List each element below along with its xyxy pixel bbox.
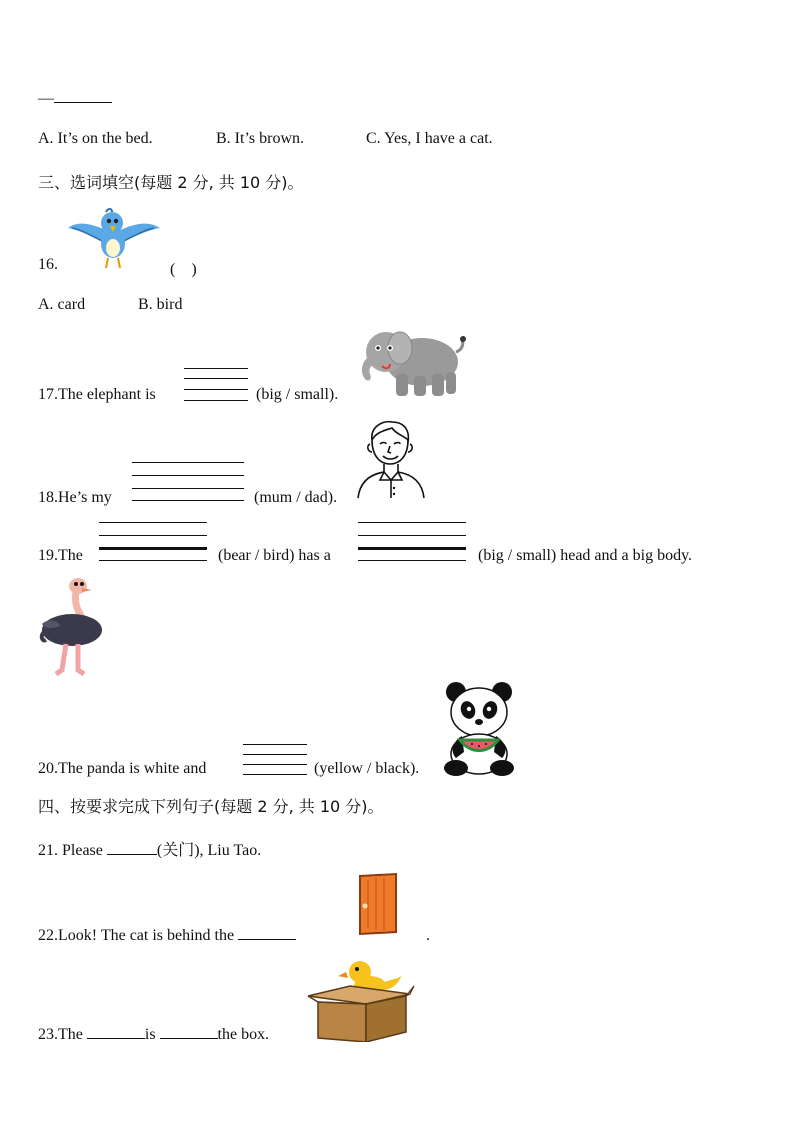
ostrich-picture [38,574,108,678]
q16-option-a: A. card [38,296,86,313]
q21-answer-blank[interactable] [107,854,157,855]
q18-text-before: 18.He’s my [38,489,112,506]
q23-text-after: the box. [217,1026,270,1043]
q22-period: . [426,927,430,944]
section-3-heading: 三、选词填空(每题 2 分, 共 10 分)。 [38,173,304,192]
q17-writing-lines[interactable] [184,368,248,402]
q23-line [38,1026,269,1044]
section-4-heading: 四、按要求完成下列句子(每题 2 分, 共 10 分)。 [38,797,384,816]
q17-text-before: 17.The elephant is [38,386,156,403]
q19-writing-lines-1[interactable] [99,522,207,562]
answer-line-15 [38,90,112,108]
elephant-picture [356,322,468,400]
bird-picture [64,206,162,272]
q16-number: 16. [38,256,58,273]
q23-text-before: 23.The [38,1026,83,1043]
q15-option-c: C. Yes, I have a cat. [366,130,493,147]
q22-line [38,927,296,945]
duck-in-box-picture [302,956,416,1042]
q19-text-mid: (bear / bird) has a [218,547,331,564]
door-picture [356,872,400,936]
q23-text-mid: is [144,1026,156,1043]
man-picture [356,418,426,500]
dash: — [38,90,54,107]
q22-text-before: 22.Look! The cat is behind the [38,927,235,944]
q15-option-a: A. It’s on the bed. [38,130,153,147]
panda-picture [442,680,516,778]
answer-blank[interactable] [54,102,112,103]
q19-text-after: (big / small) head and a big body. [478,547,693,564]
q19-text-before: 19.The [38,547,83,564]
q21-text-before: 21. Please [38,842,103,859]
q18-text-after: (mum / dad). [254,489,338,506]
q20-text-before: 20.The panda is white and [38,760,207,777]
q23-answer-blank-1[interactable] [87,1038,145,1039]
q21-line [38,837,261,860]
q22-answer-blank[interactable] [238,939,296,940]
q16-answer-bracket[interactable]: ( ) [170,261,197,278]
q20-text-after: (yellow / black). [314,760,420,777]
q15-option-b: B. It’s brown. [216,130,304,147]
q19-writing-lines-2[interactable] [358,522,466,562]
q23-answer-blank-2[interactable] [160,1038,218,1039]
q18-writing-lines[interactable] [132,462,244,502]
q16-option-b: B. bird [138,296,183,313]
q20-writing-lines[interactable] [243,744,307,776]
q17-text-after: (big / small). [256,386,339,403]
q21-text-after: (关门), Liu Tao. [156,842,262,859]
